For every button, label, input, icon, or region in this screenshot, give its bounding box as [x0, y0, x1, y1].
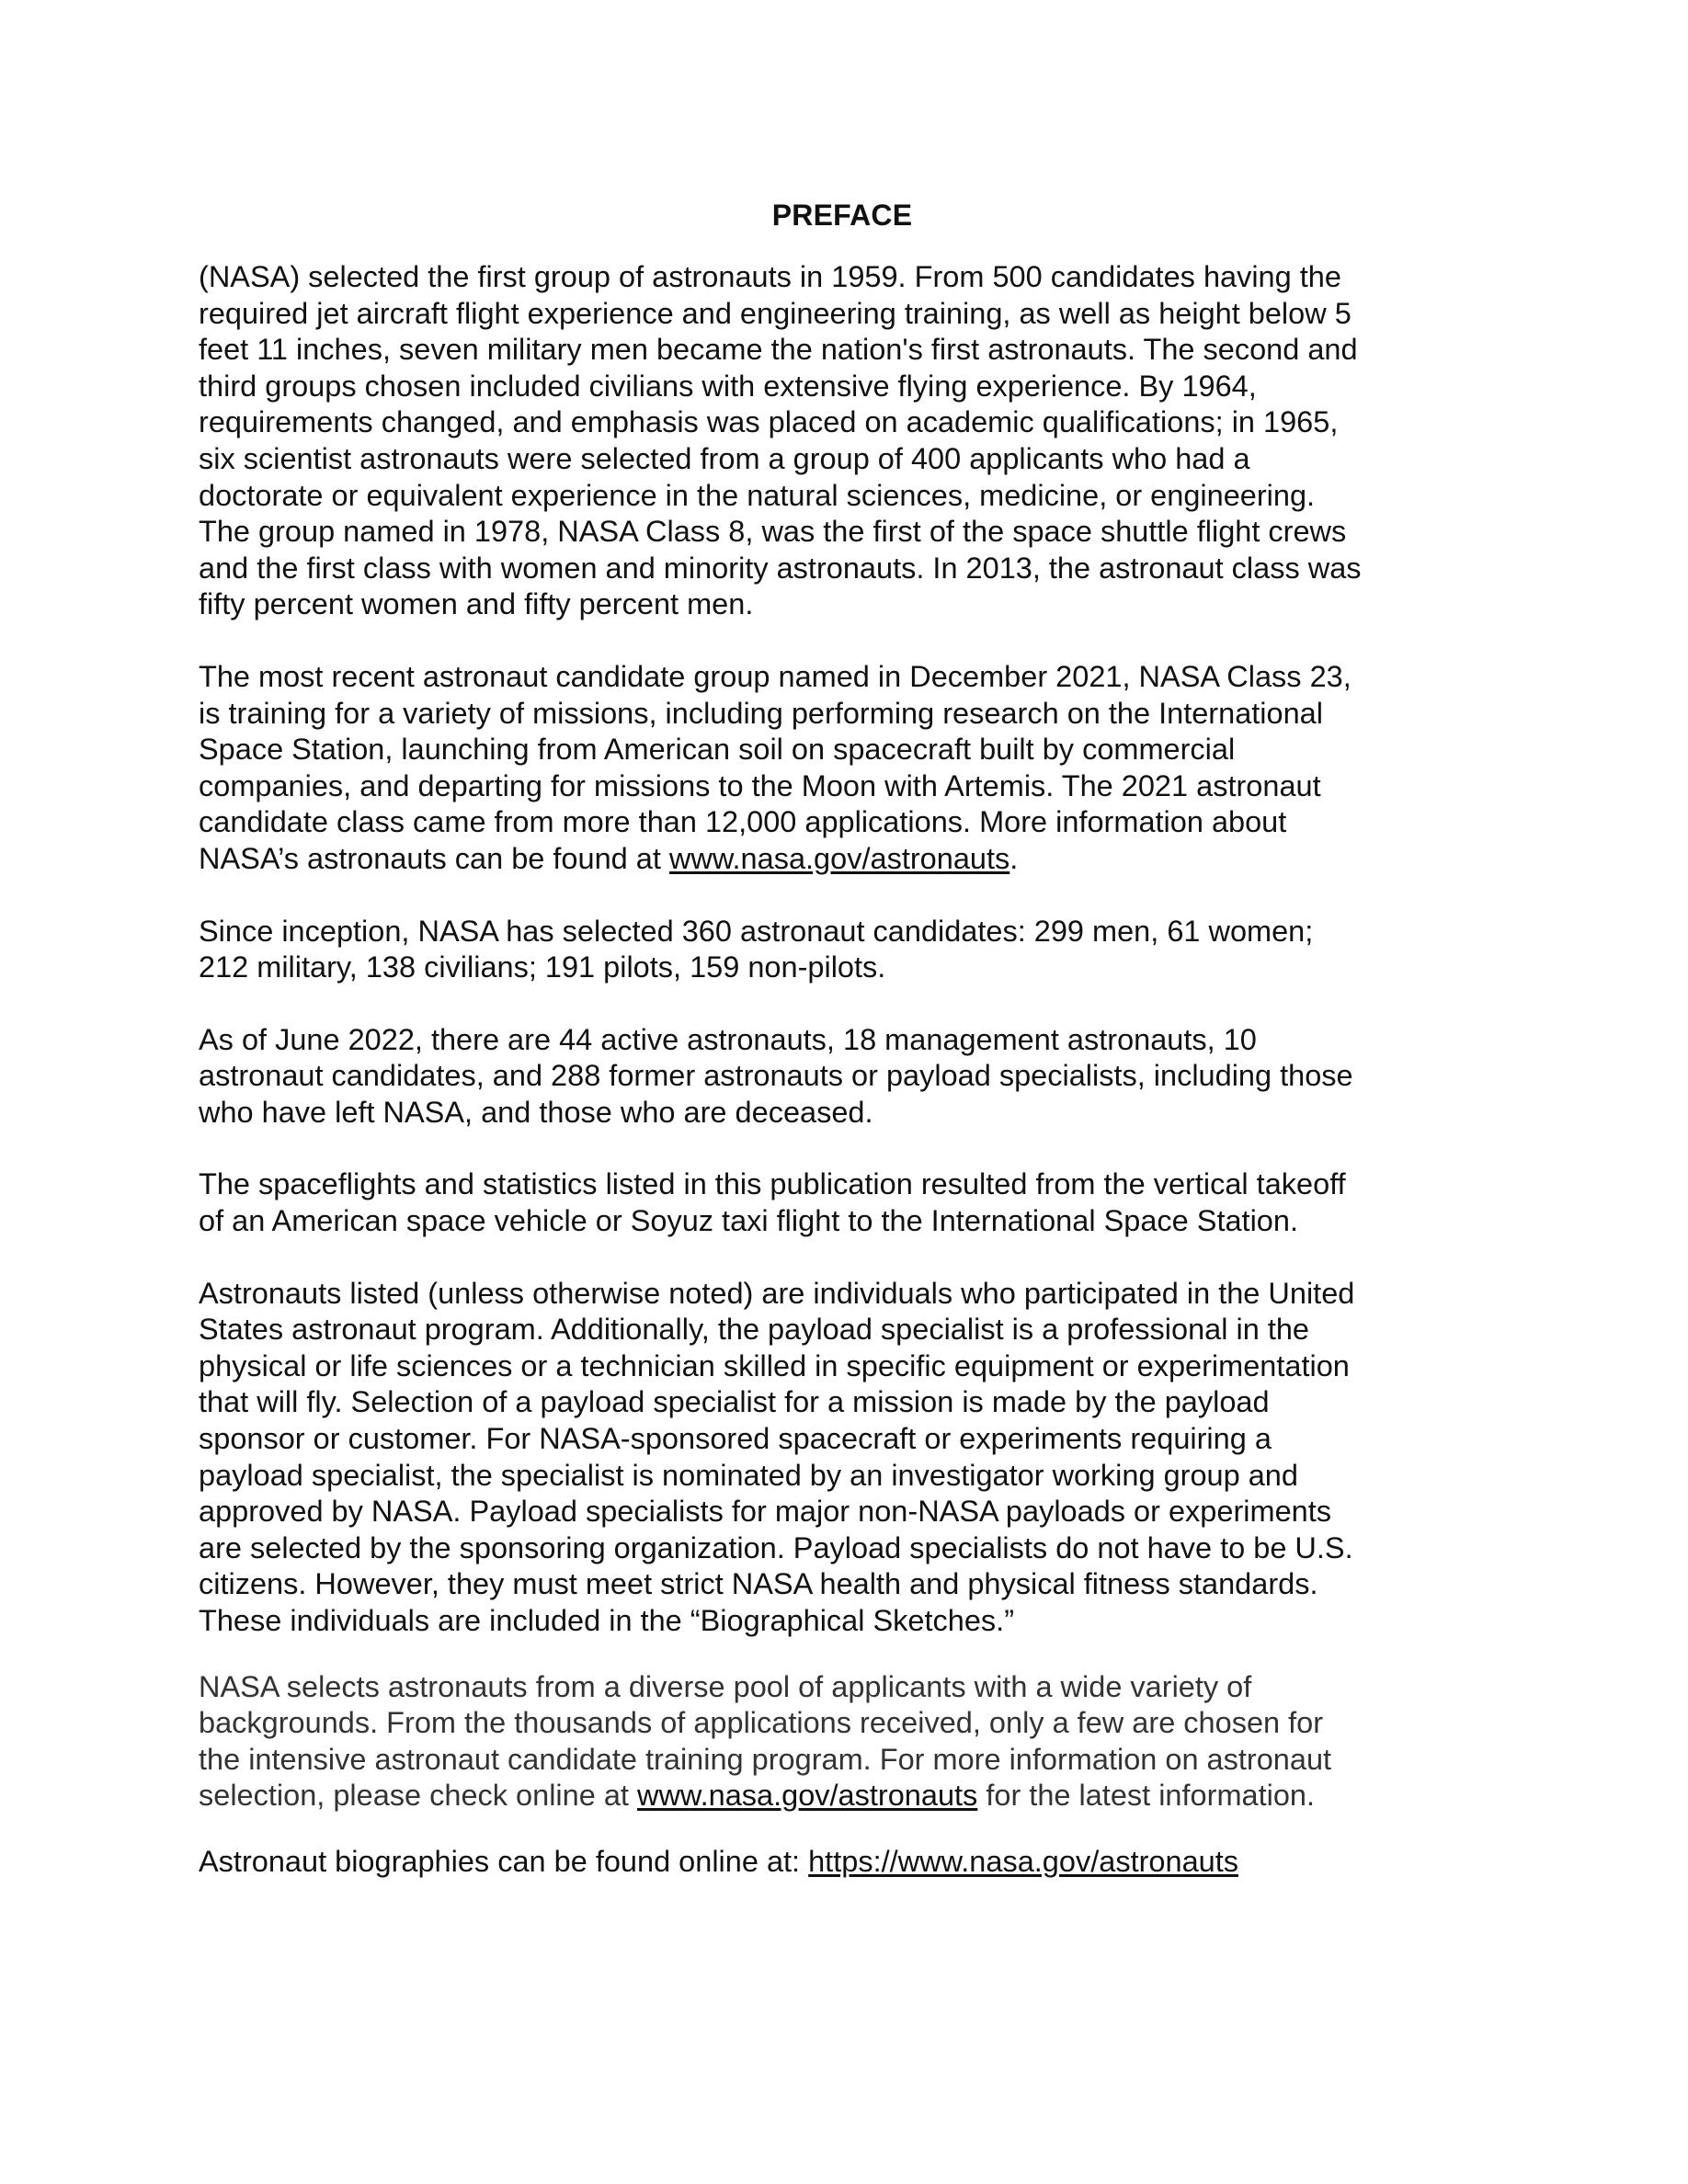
paragraph-line: The spaceflights and statistics listed in this publication resulted from the vertical takeoff: [199, 1167, 1346, 1201]
paragraph-selection-stats: [199, 914, 1486, 986]
paragraph-line: Since inception, NASA has selected 360 astronaut candidates: 299 men, 61 women;: [199, 914, 1314, 948]
paragraph-line: are selected by the sponsoring organization. Payload specialists do not have to be U.S.: [199, 1530, 1353, 1564]
paragraph-selection-info: [199, 1669, 1486, 1814]
paragraph-spacer: [199, 1814, 1486, 1844]
paragraph-line: backgrounds. From the thousands of applications received, only a few are chosen for: [199, 1706, 1324, 1740]
paragraph-line: companies, and departing for missions to the Moon with Artemis. The 2021 astronaut: [199, 768, 1321, 802]
astronauts-link[interactable]: www.nasa.gov/astronauts: [668, 841, 1010, 875]
paragraph-line: Astronaut biographies can be found online at: https://www.nasa.gov/astronauts: [199, 1844, 1238, 1878]
paragraph-payload-specialists: [199, 1276, 1486, 1640]
paragraph-spacer: [199, 623, 1486, 659]
paragraph-line: These individuals are included in the “Biographical Sketches.”: [199, 1604, 1015, 1637]
paragraph-line: who have left NASA, and those who are deceased.: [199, 1095, 873, 1129]
paragraph-line: astronaut candidates, and 288 former astronauts or payload specialists, including those: [199, 1059, 1353, 1093]
paragraph-line: that will fly. Selection of a payload specialist for a mission is made by the payload: [199, 1385, 1270, 1419]
paragraph-line: the intensive astronaut candidate training program. For more information on astronaut: [199, 1742, 1332, 1776]
paragraph-spaceflights: [199, 1166, 1486, 1239]
paragraph-line: third groups chosen included civilians with extensive flying experience. By 1964,: [199, 369, 1257, 403]
paragraph-line: is training for a variety of missions, including performing research on the International: [199, 696, 1323, 730]
paragraph-line: candidate class came from more than 12,000 applications. More information about: [199, 805, 1287, 839]
paragraph-line: Astronauts listed (unless otherwise noted) are individuals who participated in the United: [199, 1276, 1355, 1310]
paragraph-spacer: [199, 1240, 1486, 1276]
paragraph-line: The group named in 1978, NASA Class 8, was the first of the space shuttle flight crews: [199, 515, 1347, 549]
paragraph-line: sponsor or customer. For NASA-sponsored spacecraft or experiments requiring a: [199, 1422, 1272, 1456]
paragraph-line: doctorate or equivalent experience in the natural sciences, medicine, or engineering.: [199, 478, 1316, 512]
page-title: PREFACE: [771, 199, 913, 232]
paragraph-line: payload specialist, the specialist is nominated by an investigator working group and: [199, 1458, 1298, 1492]
paragraph-line: and the first class with women and minority astronauts. In 2013, the astronaut class was: [199, 551, 1362, 585]
document-page: [199, 197, 1486, 1881]
paragraph-current-counts: [199, 1022, 1486, 1132]
astronauts-link[interactable]: www.nasa.gov/astronauts: [636, 1779, 978, 1813]
paragraph-line: As of June 2022, there are 44 active astronauts, 18 management astronauts, 10: [199, 1022, 1257, 1056]
paragraph-line: selection, please check online at www.nasa.gov/astronauts for the latest information.: [199, 1779, 1316, 1813]
biographies-link[interactable]: https://www.nasa.gov/astronauts: [808, 1844, 1238, 1878]
paragraph-history: [199, 259, 1486, 623]
paragraph-line: six scientist astronauts were selected from a group of 400 applicants who had a: [199, 441, 1250, 475]
paragraph-biographies: [199, 1844, 1486, 1881]
paragraph-line: required jet aircraft flight experience and engineering training, as well as height below 5: [199, 296, 1352, 330]
paragraph-line: approved by NASA. Payload specialists for major non-NASA payloads or experiments: [199, 1495, 1332, 1529]
paragraph-line: Space Station, launching from American soil on spacecraft built by commercial: [199, 733, 1236, 767]
paragraph-spacer: [199, 986, 1486, 1022]
paragraph-line: (NASA) selected the first group of astronauts in 1959. From 500 candidates having the: [199, 260, 1341, 293]
paragraph-spacer: [199, 1131, 1486, 1166]
paragraph-line: NASA’s astronauts can be found at www.nasa.gov/astronauts.: [199, 841, 1019, 875]
paragraph-line: feet 11 inches, seven military men became the nation's first astronauts. The second and: [199, 333, 1358, 367]
paragraph-spacer: [199, 878, 1486, 914]
paragraph-line: citizens. However, they must meet strict NASA health and physical fitness standards.: [199, 1567, 1318, 1601]
paragraph-class-23: [199, 659, 1486, 878]
paragraph-line: NASA selects astronauts from a diverse pool of applicants with a wide variety of: [199, 1669, 1252, 1703]
paragraph-line: fifty percent women and fifty percent men.: [199, 587, 754, 621]
paragraph-line: States astronaut program. Additionally, the payload specialist is a professional in the: [199, 1313, 1310, 1347]
paragraph-line: physical or life sciences or a technician skilled in specific equipment or experimentation: [199, 1348, 1350, 1382]
paragraph-line: 212 military, 138 civilians; 191 pilots, 159 non-pilots.: [199, 950, 886, 984]
paragraph-line: of an American space vehicle or Soyuz taxi flight to the International Space Station.: [199, 1204, 1298, 1238]
paragraph-line: The most recent astronaut candidate group named in December 2021, NASA Class 23,: [199, 659, 1352, 693]
paragraph-line: requirements changed, and emphasis was placed on academic qualifications; in 1965,: [199, 405, 1339, 439]
paragraph-spacer: [199, 1640, 1486, 1669]
